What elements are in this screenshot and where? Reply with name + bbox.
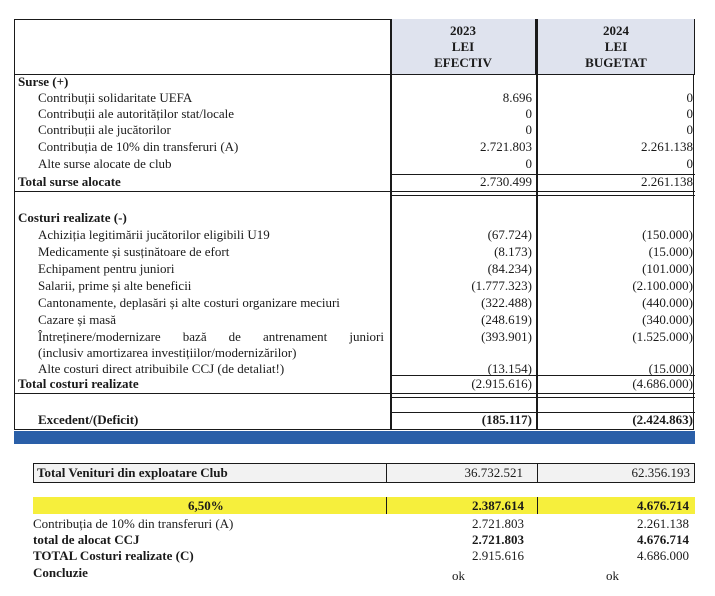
row-label: Contribuții ale jucătorilor — [38, 122, 171, 137]
table-row — [38, 261, 693, 277]
header-kind-2024: BUGETAT — [585, 55, 647, 70]
value-2023: (2.915.616) — [471, 376, 532, 391]
value-2023: 2.730.499 — [480, 174, 532, 189]
sources-total-row — [18, 174, 693, 190]
table-row — [38, 227, 693, 243]
row-label: Contribuții ale autorităților stat/locale — [38, 106, 235, 121]
value-2024: (101.000) — [642, 261, 693, 276]
row-label: Alte surse alocate de club — [38, 156, 172, 171]
row-label: Alte costuri direct atribuibile CCJ (de detaliat!) — [38, 361, 285, 376]
value-2023: 8.696 — [502, 90, 532, 105]
table-row — [38, 90, 693, 106]
percent-label: 6,50% — [188, 498, 224, 513]
header-rule — [14, 74, 695, 75]
revenue-2024-box — [537, 463, 695, 483]
value-2023: (248.619) — [481, 312, 532, 327]
value-2024: 0 — [686, 90, 693, 105]
value-2024: 0 — [686, 106, 693, 121]
value-2024: 4.676.714 — [637, 498, 689, 513]
header-currency-2023: LEI — [451, 39, 475, 54]
column-header-2024 — [537, 19, 695, 75]
header-year-2023: 2023 — [450, 23, 476, 38]
value-2023: 0 — [525, 106, 532, 121]
value-2024: (440.000) — [642, 295, 693, 310]
summary-row — [33, 565, 695, 581]
column-header-2023 — [390, 19, 536, 75]
table-row — [38, 295, 693, 311]
row-label: Total surse alocate — [18, 174, 121, 189]
value-2023: 2.387.614 — [472, 498, 524, 513]
conclusion-2023: ok — [452, 568, 465, 583]
value-2023: (67.724) — [487, 227, 532, 242]
value-2023: 0 — [525, 156, 532, 171]
revenue-2024: 62.356.193 — [631, 465, 690, 480]
value-2024: (1.525.000) — [632, 329, 693, 344]
row-label: Întreținere/modernizare bază de antrenament juniori — [38, 329, 384, 344]
costs-total-row — [18, 376, 693, 392]
value-2023: (322.488) — [481, 295, 532, 310]
value-2024: 0 — [686, 122, 693, 137]
value-2023: 2.721.803 — [472, 532, 524, 547]
row-label: Cantonamente, deplasări și alte costuri organizare meciuri — [38, 295, 340, 310]
value-2023: 2.721.803 — [472, 516, 524, 531]
value-2024: 2.261.138 — [641, 139, 693, 154]
row-label: Contribuții solidaritate UEFA — [38, 90, 193, 105]
percent-row — [33, 498, 695, 514]
costs-total-bottom-rule — [14, 393, 695, 394]
row-label: Achiziția legitimării jucătorilor eligibili U19 — [38, 227, 270, 242]
row-label: TOTAL Costuri realizate (C) — [33, 548, 194, 563]
value-2023: (1.777.323) — [471, 278, 532, 293]
row-label: Echipament pentru juniori — [38, 261, 175, 276]
value-2024: (15.000) — [648, 244, 693, 259]
value-2024: (2.424.863) — [632, 412, 693, 427]
value-2024: 2.261.138 — [641, 174, 693, 189]
table-row — [38, 312, 693, 328]
table-row — [38, 361, 693, 377]
summary-row — [33, 516, 695, 532]
row-label: Total costuri realizate — [18, 376, 139, 391]
table-row — [38, 139, 693, 155]
summary-row — [33, 548, 695, 564]
table-row — [38, 122, 693, 138]
sources-total-bottom-rule — [14, 191, 695, 192]
value-2024: 0 — [686, 156, 693, 171]
table-row — [38, 278, 693, 294]
header-kind-2023: EFECTIV — [434, 55, 492, 70]
table-row — [38, 156, 693, 172]
value-2024: (15.000) — [648, 361, 693, 376]
table-row — [38, 244, 693, 260]
row-label: Cazare și masă — [38, 312, 116, 327]
value-2024: 4.676.714 — [637, 532, 689, 547]
value-2024: (4.686.000) — [632, 376, 693, 391]
value-2024: (2.100.000) — [632, 278, 693, 293]
row-label: Excedent/(Deficit) — [38, 412, 139, 427]
table-row — [38, 106, 693, 122]
value-2023: (393.901) — [481, 329, 532, 344]
header-currency-2024: LEI — [604, 39, 628, 54]
value-2023: (8.173) — [494, 244, 532, 259]
revenue-label: Total Venituri din exploatare Club — [37, 465, 228, 480]
value-2024: (150.000) — [642, 227, 693, 242]
costs-title: Costuri realizate (-) — [18, 210, 127, 225]
costs-total-double-rule — [390, 397, 695, 398]
value-2023: (84.234) — [487, 261, 532, 276]
row-label: (inclusiv amortizarea investițiilor/modernizărilor) — [38, 345, 297, 360]
row-label: Contribuția de 10% din transferuri (A) — [33, 516, 234, 531]
table-row — [38, 329, 693, 345]
row-label: Medicamente și susținătoare de efort — [38, 244, 230, 259]
value-2024: (340.000) — [642, 312, 693, 327]
revenue-label-box — [33, 463, 387, 483]
sources-total-double-rule — [390, 195, 695, 196]
value-2023: (185.117) — [481, 412, 532, 427]
value-2024: 2.261.138 — [637, 516, 689, 531]
value-2023: 2.721.803 — [480, 139, 532, 154]
row-label: Concluzie — [33, 565, 88, 580]
section-divider-bar — [14, 431, 695, 444]
row-label: total de alocat CCJ — [33, 532, 140, 547]
revenue-2023: 36.732.521 — [464, 465, 523, 480]
row-label: Salarii, prime și alte beneficii — [38, 278, 192, 293]
table-row — [38, 345, 693, 361]
value-2024: 4.686.000 — [637, 548, 689, 563]
value-2023: (13.154) — [487, 361, 532, 376]
sources-title: Surse (+) — [18, 74, 69, 89]
header-year-2024: 2024 — [603, 23, 629, 38]
row-label: Contribuția de 10% din transferuri (A) — [38, 139, 239, 154]
result-row — [38, 412, 693, 428]
conclusion-2024: ok — [606, 568, 619, 583]
summary-row — [33, 532, 695, 548]
value-2023: 2.915.616 — [472, 548, 524, 563]
value-2023: 0 — [525, 122, 532, 137]
revenue-2023-box — [386, 463, 538, 483]
